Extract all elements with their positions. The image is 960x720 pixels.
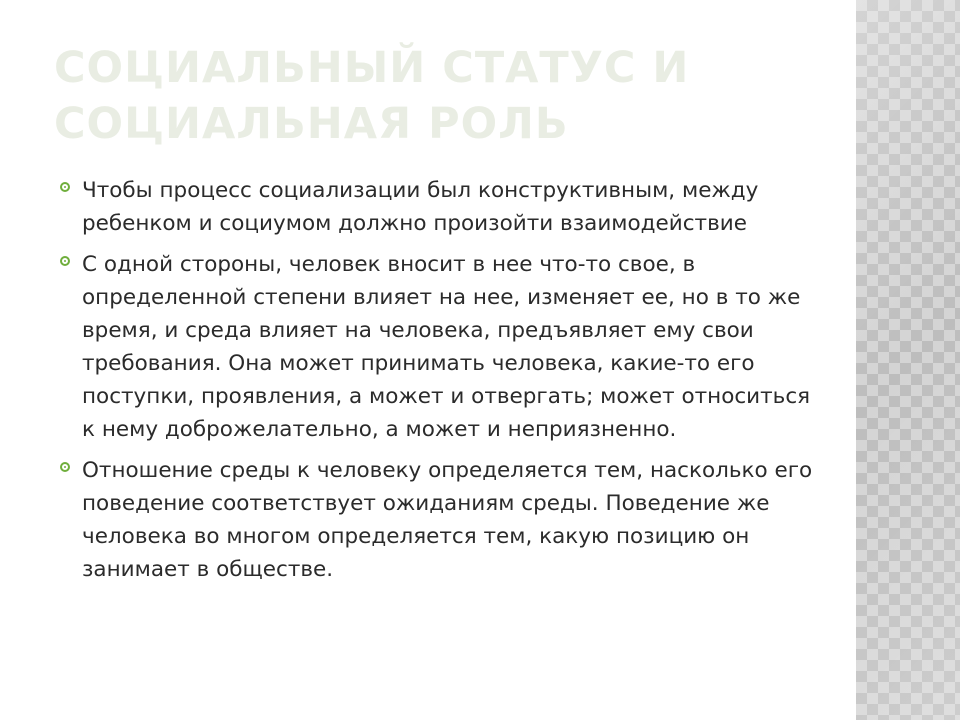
bullet-list (60, 174, 820, 594)
bullet-item (60, 454, 820, 586)
bullet-item (60, 248, 820, 446)
circle-bullet-icon (60, 462, 70, 472)
decorative-side-panel (856, 0, 960, 720)
circle-bullet-icon (60, 256, 70, 266)
bullet-item (60, 174, 820, 240)
circle-bullet-icon (60, 182, 70, 192)
slide-title: СОЦИАЛЬНЫЙ СТАТУС И СОЦИАЛЬНАЯ РОЛЬ (54, 43, 690, 149)
bullet-text: С одной стороны, человек вносит в нее что-то свое, в определенной степени влияет на нее, изменяет ее, но в то же время, и среда влияет на человека, предъявляет ему свои требования. Она может принимать человека, какие-то его поступки, проявления, а может и отвергать; может относиться к нему доброжелательно, а может и неприязненно. (82, 252, 811, 442)
bullet-text: Чтобы процесс социализации был конструктивным, между ребенком и социумом должно произойти взаимодействие (82, 178, 759, 236)
bullet-text: Отношение среды к человеку определяется тем, насколько его поведение соответствует ожиданиям среды. Поведение же человека во многом определяется тем, какую позицию он занимает в обществе. (82, 458, 813, 582)
